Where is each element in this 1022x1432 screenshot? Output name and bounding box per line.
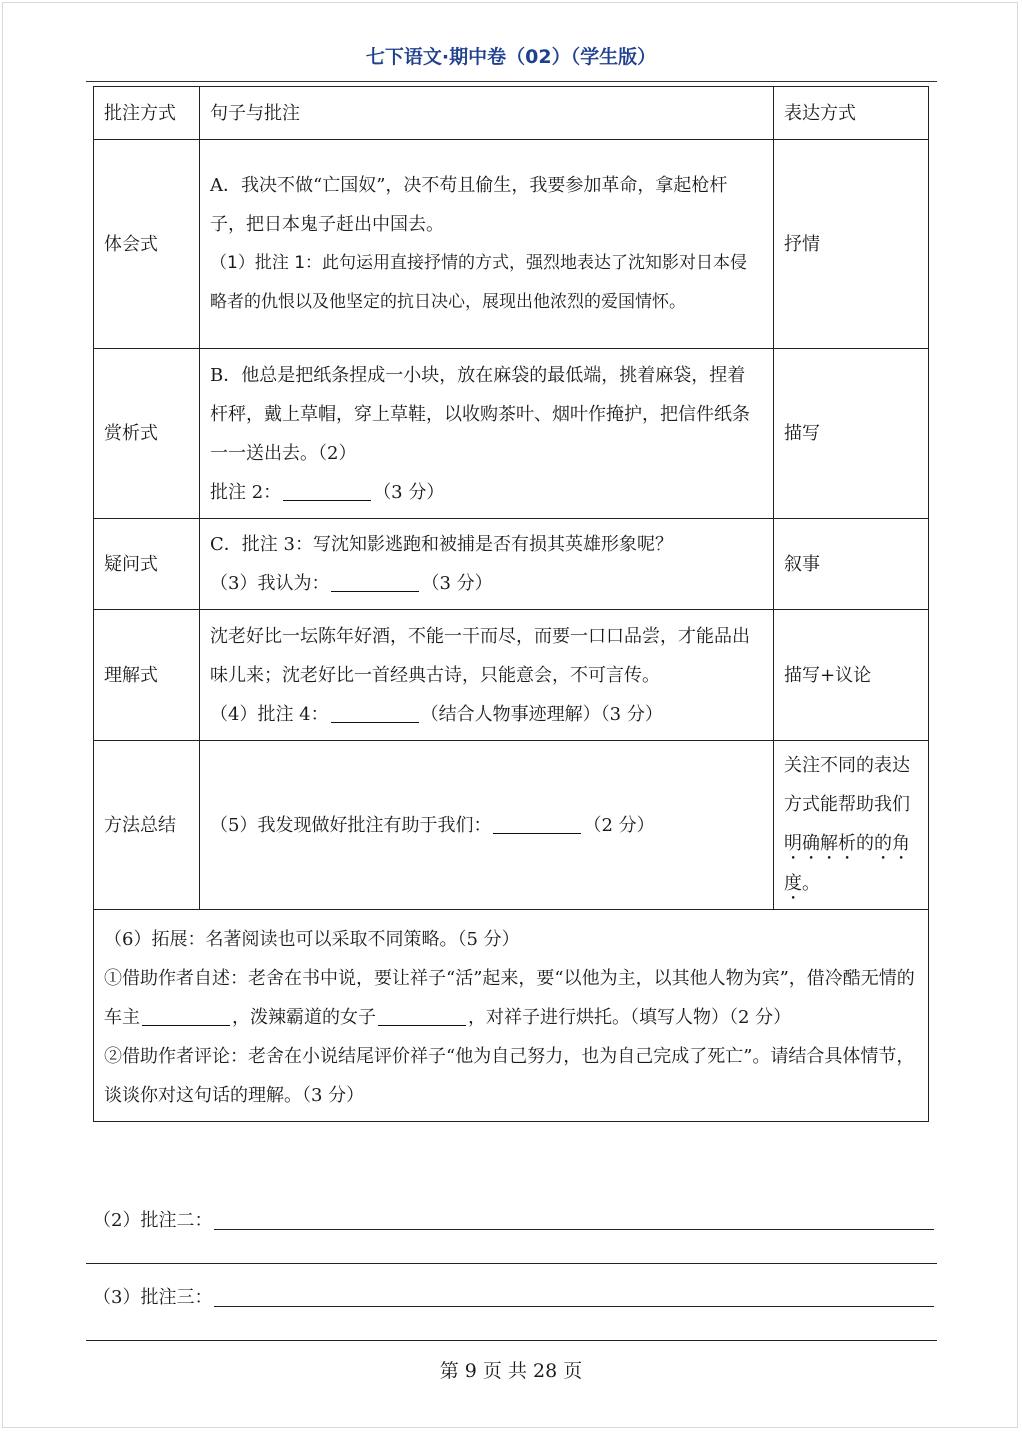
- row5-expression-end: 。: [802, 873, 820, 894]
- extension-title: （6）拓展：名著阅读也可以采取不同策略。（5 分）: [104, 929, 520, 950]
- row3-note-label: （3）我认为：: [210, 573, 330, 594]
- row2-note-label: 批注 2：: [210, 481, 282, 503]
- row4-note: [210, 695, 763, 734]
- answer-line-2: [93, 1206, 934, 1232]
- row4-answer-blank[interactable]: [331, 704, 419, 723]
- row5-expression-emphasis-1: 明确解析: [784, 833, 856, 854]
- extension-p1-a: ①借助作者自述：老舍在书中说，要让祥子“活”起来，要“以他为主，以其他人物为宾”，借冷酷无情的车主: [104, 968, 915, 1028]
- table-row: [94, 140, 929, 349]
- row3-expression: 叙事: [774, 519, 929, 610]
- row3-method: 疑问式: [94, 519, 200, 610]
- row4-note-label: （4）批注 4：: [210, 703, 329, 725]
- footer-divider: [86, 1340, 937, 1341]
- row5-method: 方法总结: [94, 741, 200, 910]
- header-divider: [86, 81, 937, 82]
- row3-content: [200, 519, 774, 610]
- table-row: [94, 519, 929, 610]
- extension-row: [94, 910, 929, 1122]
- table-row: [94, 610, 929, 741]
- row2-content: [200, 349, 774, 519]
- extension-p1-c: ，对祥子进行烘托。（填写人物）（2 分）: [468, 1007, 792, 1028]
- header-method: 批注方式: [94, 87, 200, 140]
- row5-note-label: （5）我发现做好批注有助于我们：: [210, 814, 492, 836]
- row2-note: [210, 473, 763, 512]
- row5-expression-plain: 关注不同的表达方式能帮助我们: [784, 755, 910, 815]
- row1-content: [200, 140, 774, 349]
- row5-expression: [774, 741, 929, 910]
- row5-content: [200, 741, 774, 910]
- row4-note-score: （结合人物事迹理解）（3 分）: [420, 703, 663, 725]
- row2-expression: 描写: [774, 349, 929, 519]
- answer-3-input[interactable]: [214, 1286, 934, 1307]
- row2-answer-blank[interactable]: [283, 482, 371, 501]
- row5-expression-emphasis-2: 的角度: [784, 833, 910, 894]
- table-row: [94, 741, 929, 910]
- page-title: 七下语文·期中卷（02）（学生版）: [365, 46, 657, 68]
- woman-blank[interactable]: [378, 1007, 466, 1026]
- table-row: [94, 349, 929, 519]
- row3-answer-blank[interactable]: [331, 573, 419, 592]
- answer-3-label: （3）批注三：: [93, 1287, 213, 1308]
- row3-note-score: （3 分）: [421, 573, 493, 594]
- answer-2-label: （2）批注二：: [93, 1210, 213, 1231]
- answer-line-3: [93, 1283, 934, 1309]
- annotation-table: [93, 86, 929, 1122]
- row1-method: 体会式: [94, 140, 200, 349]
- row4-content: [200, 610, 774, 741]
- answer-2-extra-line[interactable]: [86, 1263, 937, 1264]
- row2-note-score: （3 分）: [373, 481, 445, 503]
- row4-expression: 描写+议论: [774, 610, 929, 741]
- extension-p2: ②借助作者评论：老舍在小说结尾评价祥子“他为自己努力，也为自己完成了死亡”。请结合具体情节，谈谈你对这句话的理解。（3 分）: [104, 1046, 915, 1106]
- header-expression: 表达方式: [774, 87, 929, 140]
- car-owner-blank[interactable]: [142, 1007, 230, 1026]
- row1-note: （1）批注 1：此句运用直接抒情的方式，强烈地表达了沈知影对日本侵略者的仇恨以及他坚定的抗日决心，展现出他浓烈的爱国情怀。: [210, 253, 748, 312]
- row5-note-score: （2 分）: [583, 814, 655, 836]
- row3-sentence: C．批注 3：写沈知影逃跑和被捕是否有损其英雄形象呢？: [210, 534, 673, 555]
- page-number: 第 9 页 共 28 页: [439, 1360, 583, 1382]
- row4-sentence: 沈老好比一坛陈年好酒，不能一干而尽，而要一口口品尝，才能品出味儿来；沈老好比一首经典古诗，只能意会，不可言传。: [210, 625, 750, 686]
- row4-method: 理解式: [94, 610, 200, 741]
- answer-2-input[interactable]: [214, 1209, 934, 1230]
- extension-p1: [104, 959, 918, 1037]
- row5-answer-blank[interactable]: [493, 815, 581, 834]
- header-sentence: 句子与批注: [200, 87, 774, 140]
- row1-sentence: A．我决不做“亡国奴”，决不苟且偷生，我要参加革命，拿起枪杆子，把日本鬼子赶出中国去。: [210, 175, 728, 235]
- row1-expression: 抒情: [774, 140, 929, 349]
- row2-method: 赏析式: [94, 349, 200, 519]
- row2-sentence: B．他总是把纸条捏成一小块，放在麻袋的最低端，挑着麻袋，捏着杆秤，戴上草帽，穿上草鞋，以收购茶叶、烟叶作掩护，把信件纸条一一送出去。（2）: [210, 364, 750, 464]
- extension-p1-b: ，泼辣霸道的女子: [232, 1007, 376, 1028]
- row5-expression-de: 的: [856, 833, 874, 854]
- extension-cell: [94, 910, 929, 1122]
- row3-note: [210, 564, 763, 603]
- table-header-row: [94, 87, 929, 140]
